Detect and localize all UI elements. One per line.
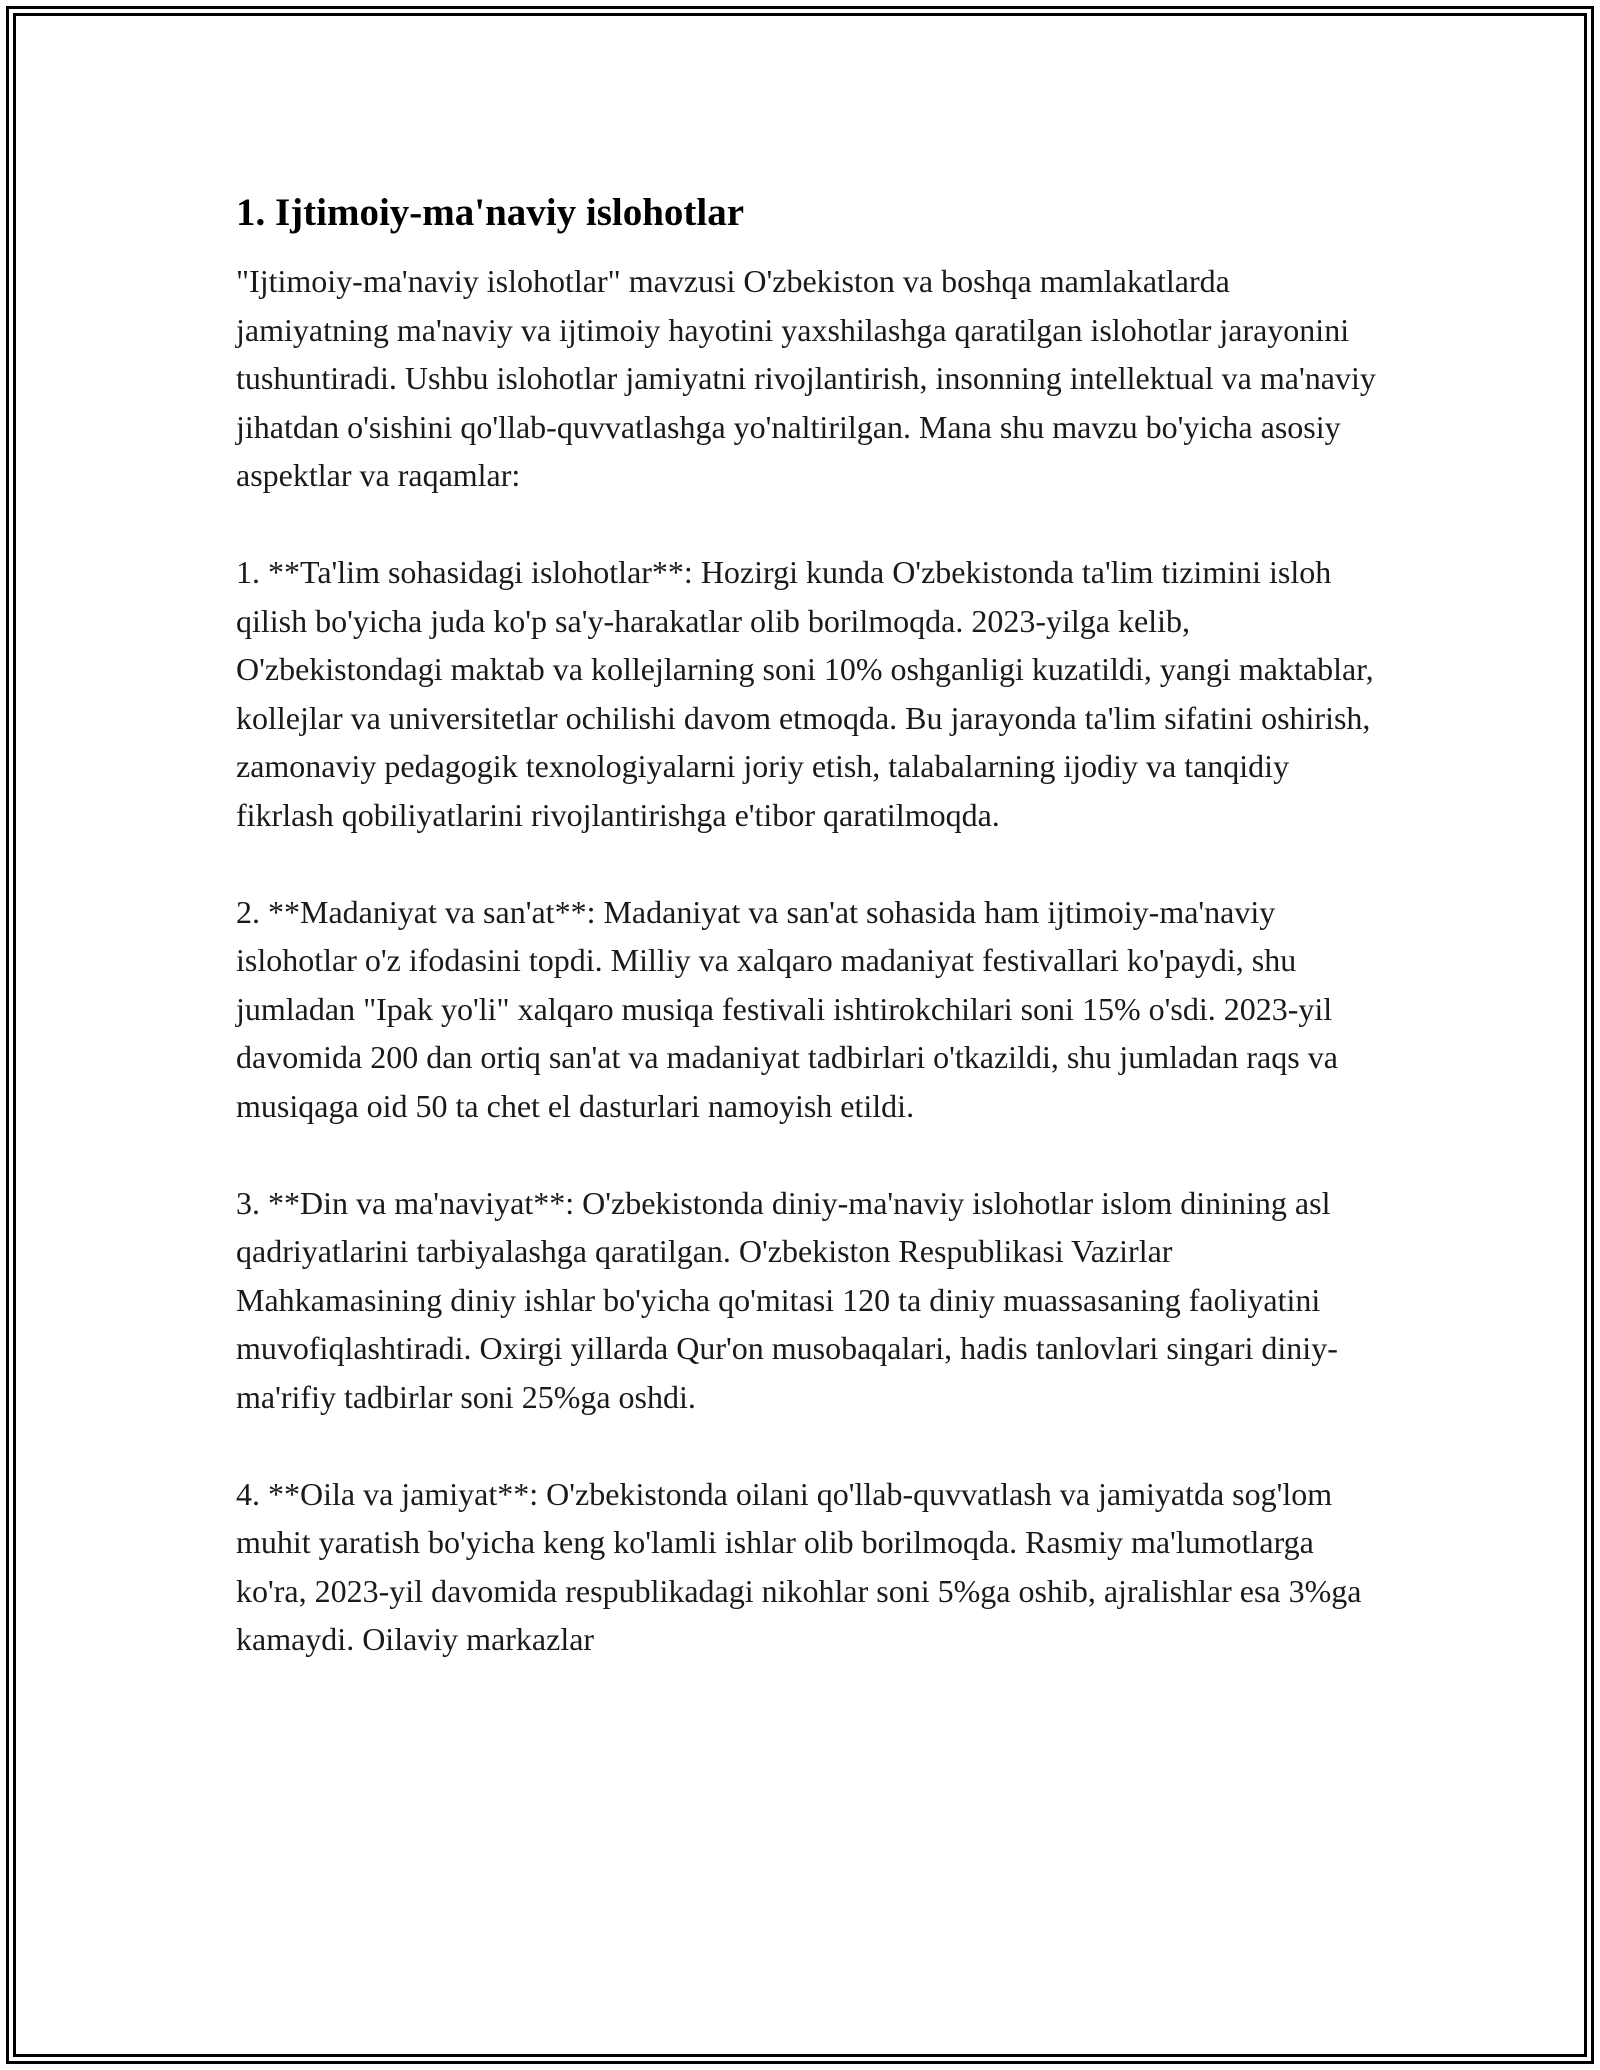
education-paragraph: 1. **Ta'lim sohasidagi islohotlar**: Hozirgi kunda O'zbekistonda ta'lim tizimini isloh qilish bo'yicha juda ko'p sa'y-harakatlar olib borilmoqda. 2023-yilga kelib, O'zbekistondagi maktab va kollejlarning soni 10% oshganligi kuzatildi, yangi maktablar, kollejlar va universitetlar ochilishi davom etmoqda. Bu jarayonda ta'lim sifatini oshirish, zamonaviy pedagogik texnologiyalarni joriy etish, talabalarning ijodiy va tanqidiy fikrlash qobiliyatlarini rivojlantirishga e'tibor qaratilmoqda. <box>236 554 1374 833</box>
intro-paragraph: "Ijtimoiy-ma'naviy islohotlar" mavzusi O'zbekiston va boshqa mamlakatlarda jamiyatning ma'naviy va ijtimoiy hayotini yaxshilashga qaratilgan islohotlar jarayonini tushuntiradi. Ushbu islohotlar jamiyatni rivojlantirish, insonning intellektual va ma'naviy jihatdan o'sishini qo'llab-quvvatlashga yo'naltirilgan. Mana shu mavzu bo'yicha asosiy aspektlar va raqamlar: <box>236 263 1376 493</box>
section-heading: 1. Ijtimoiy-ma'naviy islohotlar <box>236 191 745 234</box>
family-paragraph: 4. **Oila va jamiyat**: O'zbekistonda oilani qo'llab-quvvatlash va jamiyatda sog'lom muhit yaratish bo'yicha keng ko'lamli ishlar olib borilmoqda. Rasmiy ma'lumotlarga ko'ra, 2023-yil davomida respublikadagi nikohlar soni 5%ga oshib, ajralishlar esa 3%ga kamaydi. Oilaviy markazlar <box>236 1475 1362 1657</box>
document-body <box>236 185 1376 1712</box>
religion-paragraph: 3. **Din va ma'naviyat**: O'zbekistonda diniy-ma'naviy islohotlar islom dinining asl qadriyatlarini tarbiyalashga qaratilgan. O'zbekiston Respublikasi Vazirlar Mahkamasining diniy ishlar bo'yicha qo'mitasi 120 ta diniy muassasaning faoliyatini muvofiqlashtiradi. Oxirgi yillarda Qur'on musobaqalari, hadis tanlovlari singari diniy-ma'rifiy tadbirlar soni 25%ga oshdi. <box>236 1184 1338 1415</box>
culture-paragraph: 2. **Madaniyat va san'at**: Madaniyat va san'at sohasida ham ijtimoiy-ma'naviy islohotlar o'z ifodasini topdi. Milliy va xalqaro madaniyat festivallari ko'paydi, shu jumladan "Ipak yo'li" xalqaro musiqa festivali ishtirokchilari soni 15% o'sdi. 2023-yil davomida 200 dan ortiq san'at va madaniyat tadbirlari o'tkazildi, shu jumladan raqs va musiqaga oid 50 ta chet el dasturlari namoyish etildi. <box>236 893 1338 1124</box>
